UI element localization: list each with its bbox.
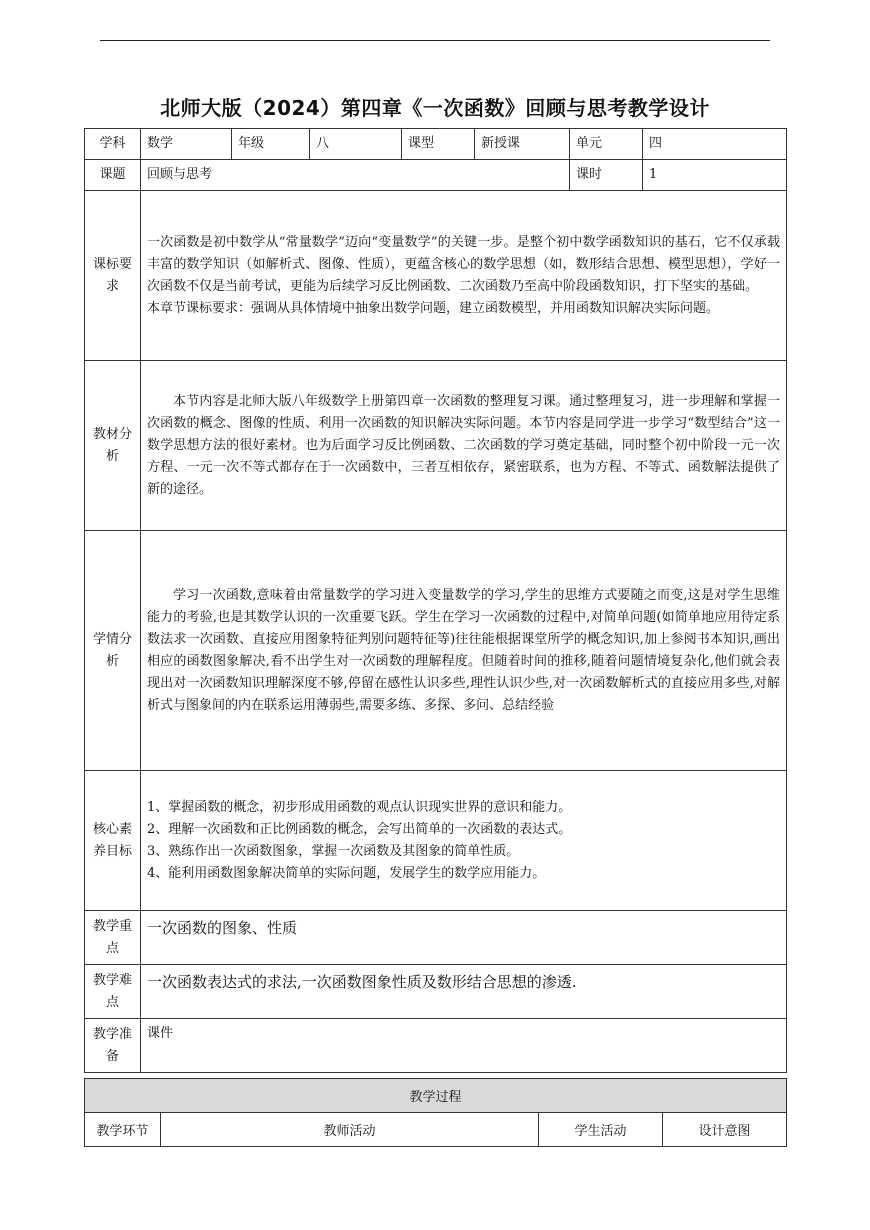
header-rule: [100, 40, 770, 41]
curriculum-paragraph: 一次函数是初中数学从“常量数学”迈向“变量数学”的关键一步。是整个初中数学函数知识的基石，它不仅承载丰富的数学知识（如解析式、图像、性质），更蕴含核心的数学思想（如，数形结合思想、模型思想），学好一次函数不仅是当前考试，更能为后续学习反比例函数、二次函数乃至高中阶段函数知识，打下坚实的基础。: [147, 234, 780, 294]
prep-text: 课件: [141, 1019, 787, 1073]
prep-label: 教学准备: [85, 1019, 141, 1073]
focus-label: 教学重点: [85, 911, 141, 965]
table-row: [85, 771, 787, 911]
table-row: [85, 160, 787, 191]
table-row: [85, 965, 787, 1019]
list-item: 2、理解一次函数和正比例函数的概念，会写出简单的一次函数的表达式。: [147, 821, 572, 837]
type-value: 新授课: [475, 129, 570, 160]
material-text: 本节内容是北师大版八年级数学上册第四章一次函数的整理复习课。通过整理复习，进一步理解和掌握一次函数的概念、图像的性质、利用一次函数的知识解决实际问题。本节内容是同学进一步学习“数型结合”这一数学思想方法的很好素材。也为后面学习反比例函数、二次函数的学习奠定基础，同时整个初中阶段一元一次方程、一元一次不等式都存在于一次函数中，三者互相依存，紧密联系，也为方程、不等式、函数解法提供了新的途径。: [141, 361, 787, 531]
list-item: 4、能利用函数图象解决简单的实际问题，发展学生的数学应用能力。: [147, 865, 546, 881]
material-label: 教材分析: [85, 361, 141, 531]
topic-value: 回顾与思考: [141, 160, 570, 191]
subject-label: 学科: [85, 129, 141, 160]
table-row: [85, 1079, 787, 1113]
hours-label: 课时: [570, 160, 643, 191]
table-row: [85, 911, 787, 965]
process-header: 教学过程: [85, 1079, 787, 1113]
list-item: 1、掌握函数的概念，初步形成用函数的观点认识现实世界的意识和能力。: [147, 799, 572, 815]
curriculum-paragraph: 本章节课标要求：强调从具体情境中抽象出数学问题，建立函数模型，并用函数知识解决实际问题。: [147, 300, 720, 316]
difficulty-text: 一次函数表达式的求法,一次函数图象性质及数形结合思想的渗透.: [141, 965, 787, 1019]
column-header: 学生活动: [539, 1113, 663, 1147]
type-label: 课型: [402, 129, 475, 160]
hours-value: 1: [643, 160, 787, 191]
lesson-plan-table: [84, 128, 787, 1073]
goals-list: [141, 771, 787, 911]
students-label: 学情分析: [85, 531, 141, 771]
students-text: 学习一次函数,意味着由常量数学的学习进入变量数学的学习,学生的思维方式要随之而变,这是对学生思维能力的考验,也是其数学认识的一次重要飞跃。学生在学习一次函数的过程中,对简单问题(如简单地应用待定系数法求一次函数、直接应用图象特征判别问题特征等)往往能根据课堂所学的概念知识,加上参阅书本知识,画出相应的函数图象解决,看不出学生对一次函数的理解程度。但随着时间的推移,随着问题情境复杂化,他们就会表现出对一次函数知识理解深度不够,停留在感性认识多些,理性认识少些,对一次函数解析式的直接应用多些,对解析式与图象间的内在联系运用薄弱些,需要多练、多探、多问、总结经验: [141, 531, 787, 771]
teaching-process-table: [84, 1078, 787, 1147]
subject-value: 数学: [141, 129, 232, 160]
list-item: 3、熟练作出一次函数图象，掌握一次函数及其图象的简单性质。: [147, 843, 520, 859]
focus-text: 一次函数的图象、性质: [141, 911, 787, 965]
table-row: [85, 129, 787, 160]
difficulty-label: 教学难点: [85, 965, 141, 1019]
column-header: 教师活动: [161, 1113, 539, 1147]
table-row: [85, 1019, 787, 1073]
table-row: [85, 361, 787, 531]
unit-label: 单元: [570, 129, 643, 160]
column-header: 设计意图: [663, 1113, 787, 1147]
topic-label: 课题: [85, 160, 141, 191]
goals-label: 核心素养目标: [85, 771, 141, 911]
grade-label: 年级: [232, 129, 310, 160]
unit-value: 四: [643, 129, 787, 160]
table-row: [85, 1113, 787, 1147]
table-row: [85, 531, 787, 771]
table-row: [85, 191, 787, 361]
curriculum-label: 课标要求: [85, 191, 141, 361]
curriculum-cell: [141, 191, 787, 361]
grade-value: 八: [310, 129, 402, 160]
document-title: 北师大版（2024）第四章《一次函数》回顾与思考教学设计: [160, 96, 710, 120]
column-header: 教学环节: [85, 1113, 161, 1147]
